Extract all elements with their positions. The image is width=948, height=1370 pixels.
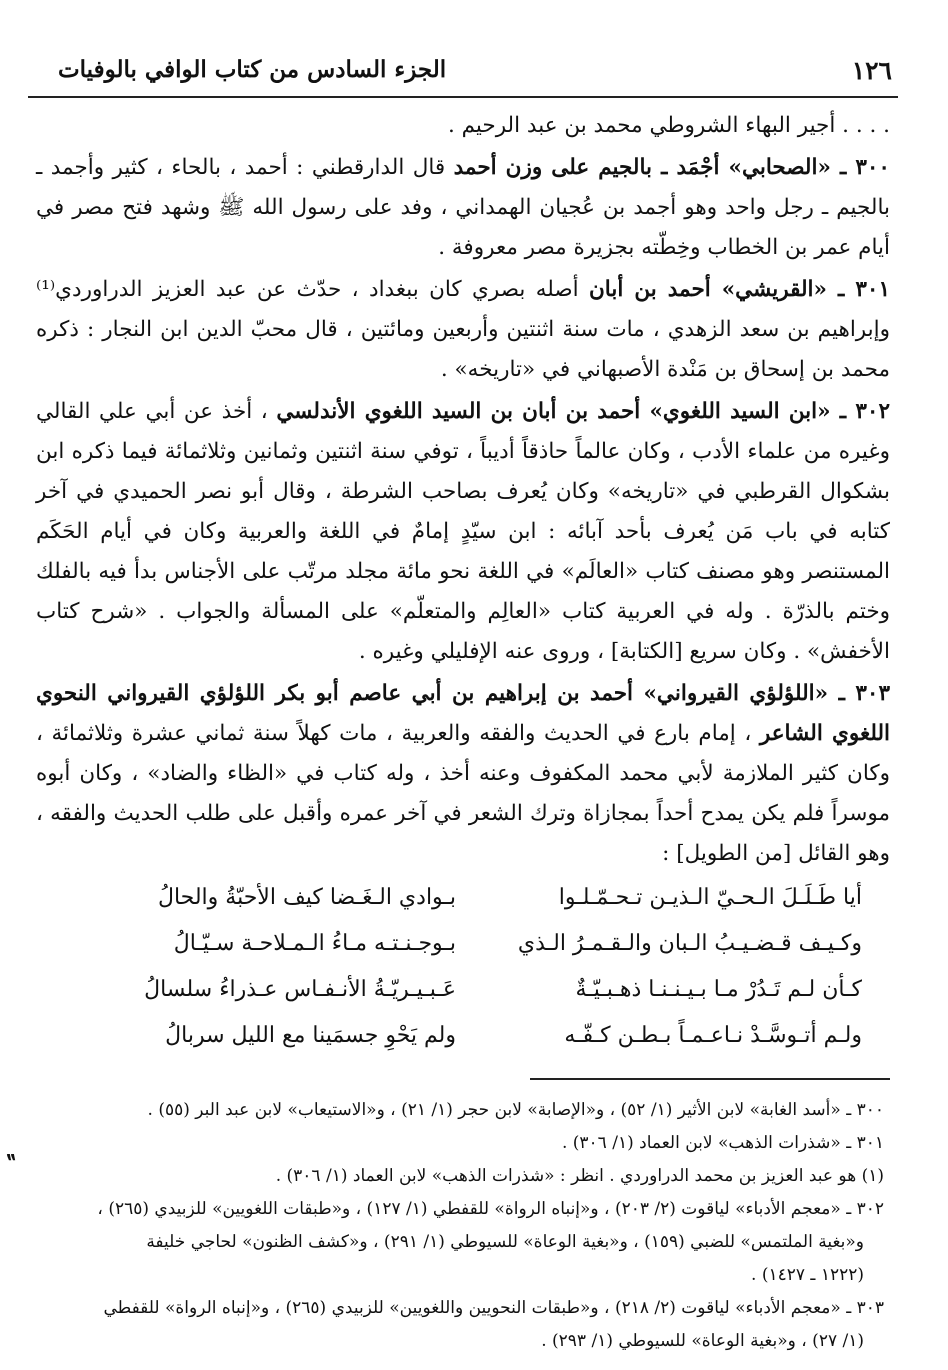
footnote-line: (١٢٢٢ ـ ١٤٢٧) . (751, 1265, 864, 1285)
poem (36, 878, 890, 1062)
footnote-line: (١) هو عبد العزيز بن محمد الدراوردي . انظر : «شذرات الذهب» لابن العماد (١/ ٣٠٦) . (275, 1166, 884, 1186)
footnote (36, 1193, 884, 1292)
footnote-line: ٣٠٣ ـ «معجم الأدباء» لياقوت (٢/ ٢١٨) ، و«طبقات النحويين واللغويين» للزبيدي (٢٦٥) ، و«إنباه الرواة» للقفطي (103, 1298, 884, 1318)
verse-first-hemistich: كـأن لـم تَـدُرْ مـا بـيـنـنـا ذهـبـيّـةٌ (575, 977, 862, 1002)
verse-second-hemistich: عَـبـيـريّـةُ الأنـفـاس عـذراءُ سلسالُ (144, 977, 456, 1002)
footnote-line: و«بغية الملتمس» للضبي (١٥٩) ، و«بغية الوعاة» للسيوطي (١/ ٢٩١) ، و«كشف الظنون» لحاجي خليفة (146, 1232, 864, 1252)
verse (36, 970, 890, 1016)
verse-second-hemistich: بـوادي الـغَـضا كيف الأحبّةُ والحالُ (157, 885, 456, 910)
verse (36, 1016, 890, 1062)
verse-first-hemistich: ولـم أتـوسَّـدْ نـاعـمـاً بـطـن كـفّـه (564, 1023, 862, 1048)
footnote-line: ٣٠٢ ـ «معجم الأدباء» لياقوت (٢/ ٢٠٣) ، و«إنباه الرواة» للقفطي (١/ ١٢٧) ، و«طبقات اللغويين» للزبيدي (٢٦٥) ، (97, 1199, 884, 1219)
verse (36, 924, 890, 970)
page-header (28, 38, 898, 98)
book-page (6, 38, 898, 1351)
footnote (36, 1292, 884, 1358)
entry-301 (36, 270, 890, 390)
footnote (36, 1127, 884, 1160)
margin-mark-icon: ⹂ (6, 1137, 16, 1163)
entry-text: أصله بصري كان ببغداد ، حدّث عن عبد العزيز الدراوردي⁽¹⁾ وإبراهيم بن سعد الزهدي ، مات سنة اثنتين وأربعين ومائتين ، قال محبّ الدين ابن النجار : ذكره محمد بن إسحاق بن مَنْدة الأصبهاني في «تاريخه» . (36, 277, 890, 382)
entry-text: ، أخذ عن أبي علي القالي وغيره من علماء الأدب ، وكان عالماً حاذقاً أديباً ، توفي سنة اثنتين وثمانين وثلاثمائة فيما ذكره ابن بشكوال القرطبي في «تاريخه» وكان يُعرف بصاحب الشرطة ، وقال أبو نصر الحميدي في آخر كتابه في باب مَن يُعرف بأحد آبائه : ابن سيّدٍ إمامٌ في اللغة والعربية وكان في أيام الحَكَم المستنصر وهو مصنف كتاب «العالَم» في اللغة نحو مائة مجلد مرتّب على الأجناس بدأ فيه بالفلك وختم بالذرّة . وله في العربية كتاب «العالِم والمتعلّم» على المسألة والجواب . «شرح كتاب الأخفش» . وكان سريع [الكتابة] ، وروى عنه الإفليلي وغيره . (36, 399, 890, 664)
running-title: الجزء السادس من كتاب الوافي بالوفيات (58, 56, 447, 83)
verse-second-hemistich: بـوجـنـتـه مـاءُ الـمـلاحـة سـيّـالُ (173, 931, 456, 956)
entry-heading: ٣٠٠ ـ «الصحابي» أجْمَد ـ بالجيم على وزن أحمد (453, 155, 890, 180)
entry-heading: ٣٠١ ـ «القريشي» أحمد بن أبان (589, 277, 890, 302)
entry-text: قال الدارقطني : أحمد ، بالحاء ، كثير وأجمد ـ بالجيم ـ رجل واحد وهو أجمد بن عُجيان الهمداني ، وفد على رسول الله ﷺ وشهد فتح مصر في أيام عمر بن الخطاب وخِطّته بجزيرة مصر معروفة . (36, 155, 890, 260)
footnotes (36, 1094, 890, 1358)
entry-303 (36, 674, 890, 874)
page-number: ١٢٦ (851, 56, 892, 85)
verse-second-hemistich: ولم يَحْوِ جسمَينا مع الليل سربالُ (165, 1023, 456, 1048)
intro-line: . . . . أجير البهاء الشروطي محمد بن عبد الرحيم . (447, 113, 890, 138)
entry-text: ، إمام بارع في الحديث والفقه والعربية ، مات كهلاً سنة ثماني عشرة وثلاثمائة ، وكان كثير الملازمة لأبي محمد المكفوف وعنه أخذ ، وله كتاب في «الظاء والضاد» ، وكان أبوه موسراً فلم يكن يمدح أحداً بمجازاة وترك الشعر في آخر عمره وأقبل على طلب الحديث والفقه ، وهو القائل [من الطويل] : (36, 721, 890, 866)
main-text (28, 98, 898, 1358)
footnote-separator (530, 1078, 890, 1080)
verse-first-hemistich: أيا طَـلَـلَ الـحـيّ الـذيـن تـحـمّـلـوا (558, 885, 862, 910)
footnote (36, 1094, 884, 1127)
entry-heading: ٣٠٢ ـ «ابن السيد اللغوي» أحمد بن أبان بن السيد اللغوي الأندلسي (276, 399, 890, 424)
footnote-line: ٣٠١ ـ «شذرات الذهب» لابن العماد (١/ ٣٠٦) . (561, 1133, 884, 1153)
footnote (36, 1160, 884, 1193)
footnote-line: (١/ ٢٧) ، و«بغية الوعاة» للسيوطي (١/ ٢٩٣) . (541, 1331, 864, 1351)
verse-first-hemistich: وكـيـف قـضـيـبُ الـبان والـقـمـرُ الـذي (517, 931, 862, 956)
footnote-line: ٣٠٠ ـ «أسد الغابة» لابن الأثير (١/ ٥٢) ، و«الإصابة» لابن حجر (١/ ٢١) ، و«الاستيعاب» لابن عبد البر (٥٥) . (147, 1100, 884, 1120)
entry-heading: ٣٠٣ ـ «اللؤلؤي القيرواني» أحمد بن إبراهيم بن أبي عاصم أبو بكر اللؤلؤي القيرواني النحوي اللغوي الشاعر (36, 681, 890, 746)
entry-300 (36, 148, 890, 268)
entry-302 (36, 392, 890, 672)
verse (36, 878, 890, 924)
